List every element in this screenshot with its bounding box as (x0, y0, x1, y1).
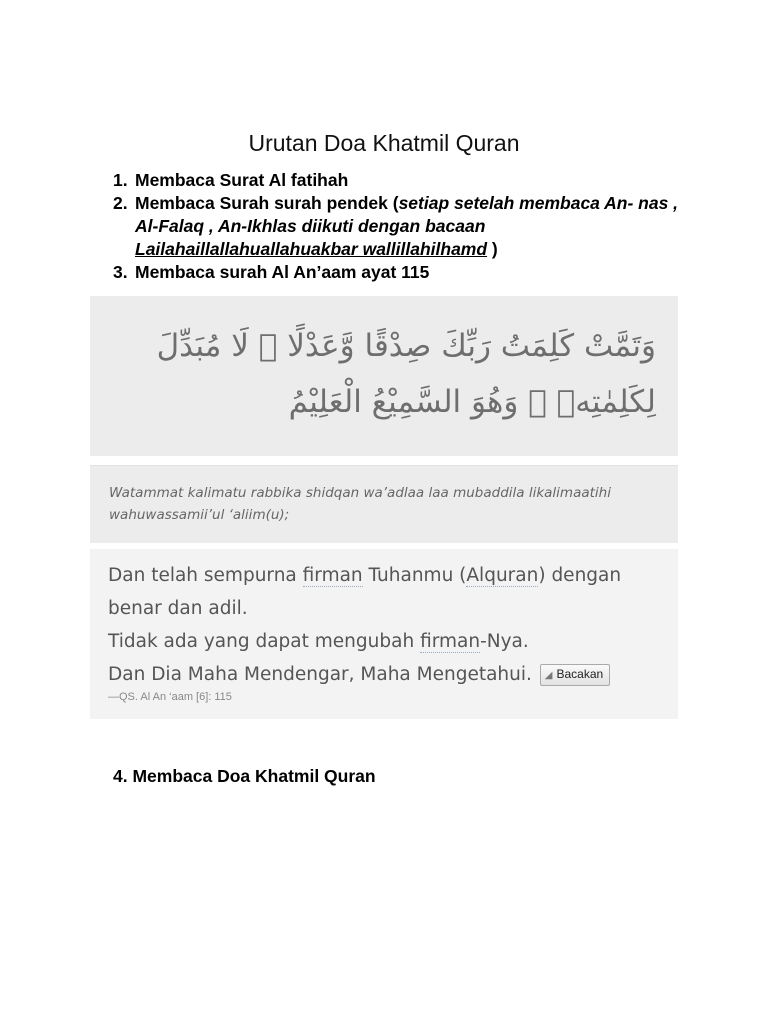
step-text (135, 192, 693, 261)
step-item-1 (113, 169, 693, 192)
translation-text-part: Dan Dia Maha Mendengar, Maha Mengetahui. (108, 664, 532, 685)
step-item-2 (113, 192, 693, 261)
steps-list (113, 169, 693, 284)
step-text: Membaca surah Al An’aam ayat 115 (135, 262, 430, 282)
arabic-verse-text: وَتَمَّتْ كَلِمَتُ رَبِّكَ صِدْقًا وَّعَدْلًا ۗ لَا مُبَدِّلَ لِكَلِمٰتِهٖ ۚ وَهُوَ السَّمِيْعُ الْعَلِيْمُ (156, 328, 656, 420)
step-text-italic: setiap setelah membaca An- nas , Al-Falaq , An-Ikhlas diikuti dengan bacaan (135, 193, 679, 236)
page-title: Urutan Doa Khatmil Quran (248, 130, 520, 156)
step-text-part: Membaca Surah surah pendek ( (135, 193, 399, 213)
translation-text-part: ) dengan benar dan adil. (108, 565, 622, 619)
transliteration-panel (90, 465, 678, 543)
translation-text-part: Dan telah sempurna (108, 565, 303, 586)
step-item-4 (113, 765, 376, 788)
arabic-verse-panel (90, 296, 678, 456)
read-aloud-button[interactable] (540, 664, 610, 686)
step-number: 1. (113, 170, 128, 190)
translation-text-part: Tuhanmu ( (362, 565, 467, 586)
alquran-link[interactable]: Alquran (466, 565, 539, 586)
verse-reference: —QS. Al An ‘aam [6]: 115 (108, 691, 232, 703)
translation-panel (90, 549, 678, 719)
step-text: Membaca Doa Khatmil Quran (132, 766, 376, 786)
step-text-part: ) (487, 239, 498, 259)
step-text-underlined: Lailahaillallahuallahuakbar wallillahilhamd (135, 239, 488, 259)
step-text: Membaca Surat Al fatihah (135, 170, 349, 190)
speaker-icon: ◢ (544, 670, 553, 681)
transliteration-text: Watammat kalimatu rabbika shidqan wa’adlaa laa mubaddila likalimaatihi wahuwassamii’ul ‘aliim(u); (109, 485, 611, 523)
step-item-3 (113, 261, 693, 284)
translation-text-part: -Nya. (480, 631, 529, 652)
firman-link[interactable]: firman (420, 631, 481, 652)
firman-link[interactable]: firman (302, 565, 363, 586)
step-number: 3. (113, 262, 128, 282)
translation-text-part: Tidak ada yang dapat mengubah (108, 631, 421, 652)
step-number: 4. (113, 766, 128, 786)
step-number: 2. (113, 193, 128, 213)
read-aloud-label: Bacakan (556, 667, 604, 681)
translation-text (108, 559, 678, 691)
